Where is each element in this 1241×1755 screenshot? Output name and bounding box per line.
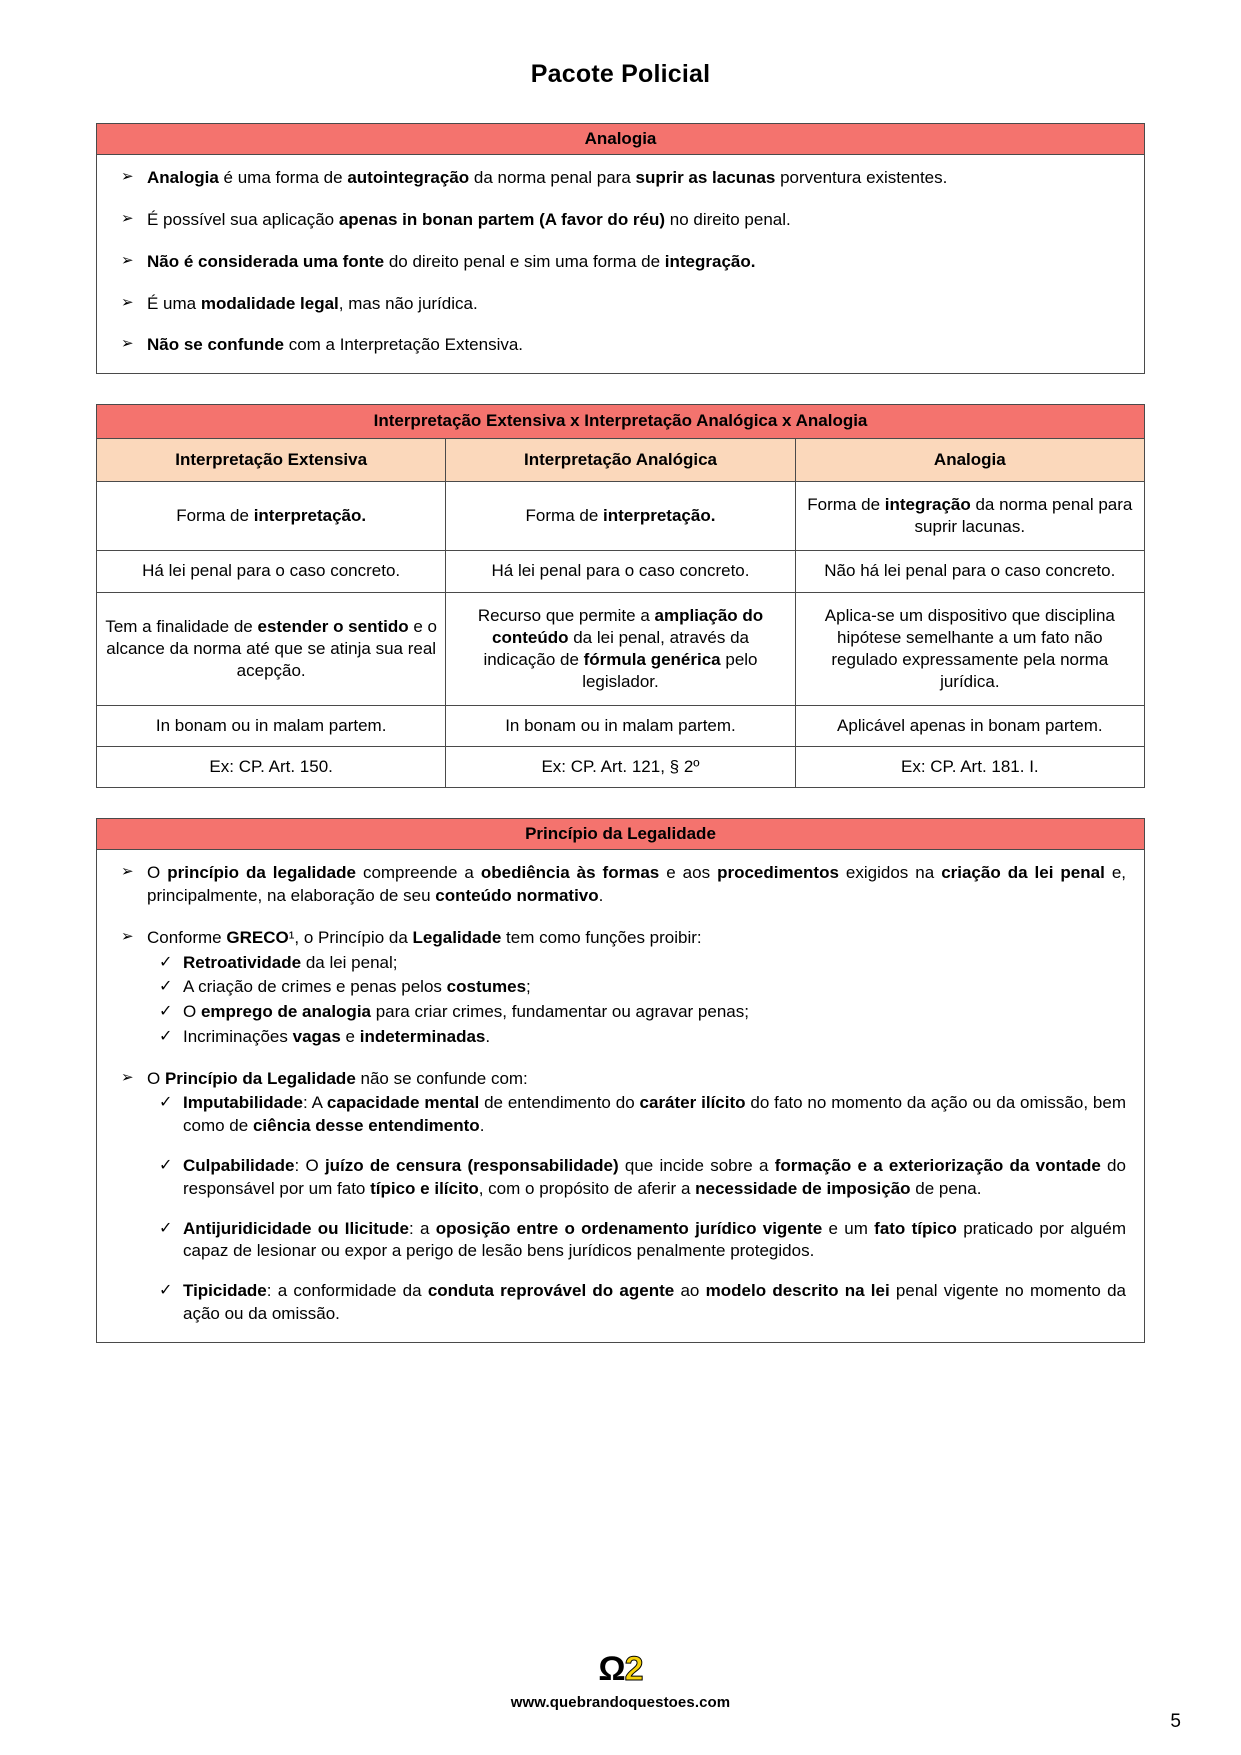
check-list-item: [147, 1280, 1126, 1326]
table-cell: [446, 747, 795, 788]
plain-text: Tem a finalidade de: [105, 616, 258, 636]
emphasis-text: criação da lei penal: [941, 863, 1105, 883]
analogia-list-item: [115, 334, 1126, 357]
plain-text: com a Interpretação Extensiva.: [283, 335, 524, 355]
plain-text: e aos: [659, 863, 718, 883]
plain-text: In bonam ou in malam partem.: [505, 715, 736, 735]
plain-text: , o Princípio da: [294, 927, 413, 947]
check-list-item: [147, 1092, 1126, 1138]
check-bullet-icon: ✓: [159, 1157, 173, 1175]
plain-text: Conforme: [147, 927, 227, 947]
analogia-list-item: [115, 251, 1126, 274]
check-bullet-icon: ✓: [159, 978, 173, 996]
omega-icon: Ω: [598, 1650, 625, 1688]
check-bullet-list: [147, 952, 1126, 1049]
check-bullet-icon: ✓: [159, 1003, 173, 1021]
plain-text: e: [340, 1026, 360, 1046]
plain-text: Forma de: [525, 506, 604, 526]
plain-text: A criação de crimes e penas pelos: [183, 977, 447, 997]
check-list-item: [147, 976, 1126, 999]
footer-website-url: www.quebrandoquestoes.com: [510, 1694, 731, 1711]
plain-text: In bonam ou in malam partem.: [155, 715, 387, 735]
plain-text: de entendimento do: [479, 1093, 640, 1113]
plain-text: e, principalmente, na elaboração de seu: [147, 863, 1126, 906]
emphasis-text: integração.: [664, 251, 756, 271]
plain-text: tem como funções proibir:: [501, 927, 702, 947]
emphasis-text: procedimentos: [717, 863, 839, 883]
emphasis-text: emprego de analogia: [200, 1002, 371, 1022]
plain-text: Ex: CP. Art. 121, § 2º: [541, 757, 700, 777]
table-row: [97, 705, 1145, 746]
column-header-interpretacao-analogica: Interpretação Analógica: [446, 439, 795, 482]
plain-text: para criar crimes, fundamentar ou agravar penas;: [371, 1002, 749, 1022]
plain-text: da norma penal para: [469, 168, 636, 188]
plain-text: O: [147, 863, 168, 883]
emphasis-text: obediência às formas: [480, 863, 660, 883]
analogia-bullet-list: [115, 167, 1126, 357]
arrow-bullet-icon: ➢: [121, 210, 134, 228]
plain-text: Aplica-se um dispositivo que disciplina hipótese semelhante a um fato não regulado expressamente pela norma jurídica.: [824, 605, 1115, 691]
plain-text: Aplicável apenas in bonam partem.: [837, 715, 1103, 735]
emphasis-text: conduta reprovável do agente: [427, 1281, 675, 1301]
emphasis-text: costumes: [446, 977, 527, 997]
table-cell: [97, 482, 446, 551]
analogia-list-item: [115, 293, 1126, 316]
plain-text: e um: [822, 1218, 875, 1238]
emphasis-text: Não é considerada uma fonte: [147, 251, 385, 271]
table-cell: [97, 551, 446, 592]
plain-text: Não há lei penal para o caso concreto.: [824, 561, 1116, 581]
plain-text: ¹: [288, 927, 295, 947]
table-cell: [446, 592, 795, 705]
emphasis-text: suprir as lacunas: [635, 168, 776, 188]
plain-text: no direito penal.: [665, 210, 791, 230]
plain-text: exigidos na: [838, 863, 942, 883]
table-cell: [97, 705, 446, 746]
check-list-item: [147, 1218, 1126, 1264]
check-bullet-icon: ✓: [159, 1094, 173, 1112]
plain-text: da lei penal;: [301, 952, 398, 972]
legalidade-list-item-2: [115, 927, 1126, 1049]
plain-text: de pena.: [910, 1178, 982, 1198]
plain-text: : a conformidade da: [266, 1281, 428, 1301]
plain-text: , com o propósito de aferir a: [478, 1178, 696, 1198]
plain-text: é uma forma de: [218, 168, 348, 188]
table-row: [97, 747, 1145, 788]
check-bullet-icon: ✓: [159, 1282, 173, 1300]
plain-text: do fato no momento da ação ou da omissão, bem como de: [183, 1093, 1126, 1136]
table-cell: [795, 747, 1144, 788]
legalidade-bullet-list: [115, 862, 1126, 1325]
emphasis-text: típico e ilícito: [370, 1178, 479, 1198]
plain-text: Incriminações: [183, 1026, 293, 1046]
plain-text: que incide sobre a: [618, 1156, 775, 1176]
emphasis-text: necessidade de imposição: [695, 1178, 911, 1198]
emphasis-text: Legalidade: [412, 927, 502, 947]
table-cell: [795, 551, 1144, 592]
check-list-item: [147, 1001, 1126, 1024]
emphasis-text: estender o sentido: [257, 616, 409, 636]
plain-text: O: [147, 1068, 165, 1088]
plain-text: , mas não jurídica.: [338, 293, 478, 313]
comparison-table-head: [97, 405, 1145, 482]
page-number: 5: [1170, 1711, 1181, 1732]
emphasis-text: ciência desse entendimento: [252, 1116, 480, 1136]
table-row: [97, 592, 1145, 705]
page-title: Pacote Policial: [530, 60, 711, 88]
emphasis-text: Princípio da Legalidade: [164, 1068, 356, 1088]
legalidade-section-body: [97, 850, 1144, 1341]
emphasis-text: Tipicidade: [183, 1281, 267, 1301]
analogia-list-item: [115, 167, 1126, 190]
plain-text: do responsável por um fato: [183, 1156, 1126, 1198]
emphasis-text: interpretação.: [603, 506, 716, 526]
emphasis-text: fórmula genérica: [583, 649, 721, 669]
plain-text: Há lei penal para o caso concreto.: [491, 561, 750, 581]
plain-text: É uma: [147, 293, 201, 313]
arrow-bullet-icon: ➢: [121, 1068, 134, 1086]
emphasis-text: ampliação do conteúdo: [491, 605, 764, 647]
plain-text: da norma penal para suprir lacunas.: [914, 495, 1133, 537]
plain-text: : O: [294, 1156, 325, 1176]
check-bullet-icon: ✓: [159, 1219, 173, 1237]
arrow-bullet-icon: ➢: [121, 927, 134, 945]
column-header-analogia: Analogia: [795, 439, 1144, 482]
plain-text: Forma de: [807, 495, 885, 515]
plain-text: .: [479, 1116, 485, 1136]
arrow-bullet-icon: ➢: [121, 863, 134, 881]
emphasis-text: apenas in bonan partem (A favor do réu): [338, 210, 666, 230]
legalidade-section: [96, 818, 1145, 1343]
legalidade-section-header: Princípio da Legalidade: [97, 819, 1144, 850]
analogia-section-body: [97, 155, 1144, 373]
table-cell: [97, 747, 446, 788]
analogia-section: [96, 123, 1145, 374]
plain-text: : a: [409, 1218, 436, 1238]
comparison-table-body: [97, 482, 1145, 788]
arrow-bullet-icon: ➢: [121, 335, 134, 353]
emphasis-text: autointegração: [347, 168, 470, 188]
plain-text: penal vigente no momento da ação ou da omissão.: [183, 1281, 1126, 1323]
plain-text: ao: [674, 1281, 706, 1301]
analogia-section-header: Analogia: [97, 124, 1144, 155]
comparison-table-title: Interpretação Extensiva x Interpretação Analógica x Analogia: [97, 405, 1145, 439]
plain-text: não se confunde com:: [355, 1068, 528, 1088]
check-bullet-list: [147, 1092, 1126, 1325]
brand-logo: [0, 1652, 1241, 1686]
table-cell: [795, 482, 1144, 551]
table-cell: [795, 592, 1144, 705]
plain-text: e o alcance da norma até que se atinja sua real acepção.: [106, 616, 437, 680]
table-cell: [446, 482, 795, 551]
comparison-table: [96, 404, 1145, 788]
emphasis-text: Imputabilidade: [183, 1093, 303, 1113]
plain-text: da lei penal, através da indicação de: [483, 627, 749, 669]
table-cell: [795, 705, 1144, 746]
emphasis-text: modalidade legal: [200, 293, 339, 313]
emphasis-text: Culpabilidade: [183, 1156, 295, 1176]
emphasis-text: conteúdo normativo: [435, 886, 599, 906]
table-row: [97, 482, 1145, 551]
plain-text: Ex: CP. Art. 181. I.: [901, 757, 1039, 777]
check-list-item: [147, 1155, 1126, 1201]
logo-number: 2: [624, 1650, 643, 1688]
emphasis-text: oposição entre o ordenamento jurídico vigente: [435, 1218, 823, 1238]
plain-text: Ex: CP. Art. 150.: [209, 757, 333, 777]
plain-text: Recurso que permite a: [477, 605, 655, 625]
comparison-table-column-row: [97, 439, 1145, 482]
table-cell: [446, 705, 795, 746]
check-list-item: [147, 952, 1126, 975]
emphasis-text: Não se confunde: [147, 335, 284, 355]
emphasis-text: formação e a exteriorização da vontade: [774, 1156, 1101, 1176]
arrow-bullet-icon: ➢: [121, 293, 134, 311]
plain-text: .: [485, 1026, 491, 1046]
emphasis-text: indeterminadas: [359, 1026, 486, 1046]
emphasis-text: Analogia: [147, 168, 219, 188]
plain-text: .: [598, 886, 604, 906]
plain-text: O: [183, 1002, 201, 1022]
emphasis-text: GRECO: [226, 927, 289, 947]
plain-text: do direito penal e sim uma forma de: [384, 251, 665, 271]
emphasis-text: Retroatividade: [183, 952, 302, 972]
column-header-interpretacao-extensiva: Interpretação Extensiva: [97, 439, 446, 482]
emphasis-text: Antijuridicidade ou Ilicitude: [183, 1218, 409, 1238]
plain-text: Há lei penal para o caso concreto.: [142, 561, 401, 581]
table-cell: [97, 592, 446, 705]
analogia-list-item: [115, 209, 1126, 232]
emphasis-text: caráter ilícito: [639, 1093, 746, 1113]
check-bullet-icon: ✓: [159, 953, 173, 971]
emphasis-text: integração: [884, 495, 971, 515]
plain-text: praticado por alguém capaz de lesionar ou expor a perigo de lesão bens jurídicos penalmente protegidos.: [183, 1218, 1126, 1261]
check-bullet-icon: ✓: [159, 1027, 173, 1045]
plain-text: Forma de: [176, 506, 254, 526]
emphasis-text: interpretação.: [253, 506, 367, 526]
emphasis-text: fato típico: [874, 1218, 957, 1238]
check-list-item: [147, 1026, 1126, 1049]
arrow-bullet-icon: ➢: [121, 168, 134, 186]
emphasis-text: vagas: [292, 1026, 341, 1046]
emphasis-text: capacidade mental: [326, 1093, 480, 1113]
plain-text: compreende a: [355, 863, 481, 883]
page-footer: [0, 1652, 1241, 1711]
emphasis-text: juízo de censura (responsabilidade): [324, 1156, 619, 1176]
table-cell: [446, 551, 795, 592]
legalidade-list-item-1: [115, 862, 1126, 908]
arrow-bullet-icon: ➢: [121, 251, 134, 269]
comparison-table-title-row: [97, 405, 1145, 439]
table-row: [97, 551, 1145, 592]
plain-text: : A: [302, 1093, 327, 1113]
plain-text: É possível sua aplicação: [147, 210, 339, 230]
legalidade-list-item-3: [115, 1068, 1126, 1326]
plain-text: porventura existentes.: [775, 168, 948, 188]
plain-text: pelo legislador.: [582, 649, 758, 691]
emphasis-text: princípio da legalidade: [167, 863, 356, 883]
plain-text: ;: [526, 977, 531, 997]
emphasis-text: modelo descrito na lei: [705, 1281, 890, 1301]
